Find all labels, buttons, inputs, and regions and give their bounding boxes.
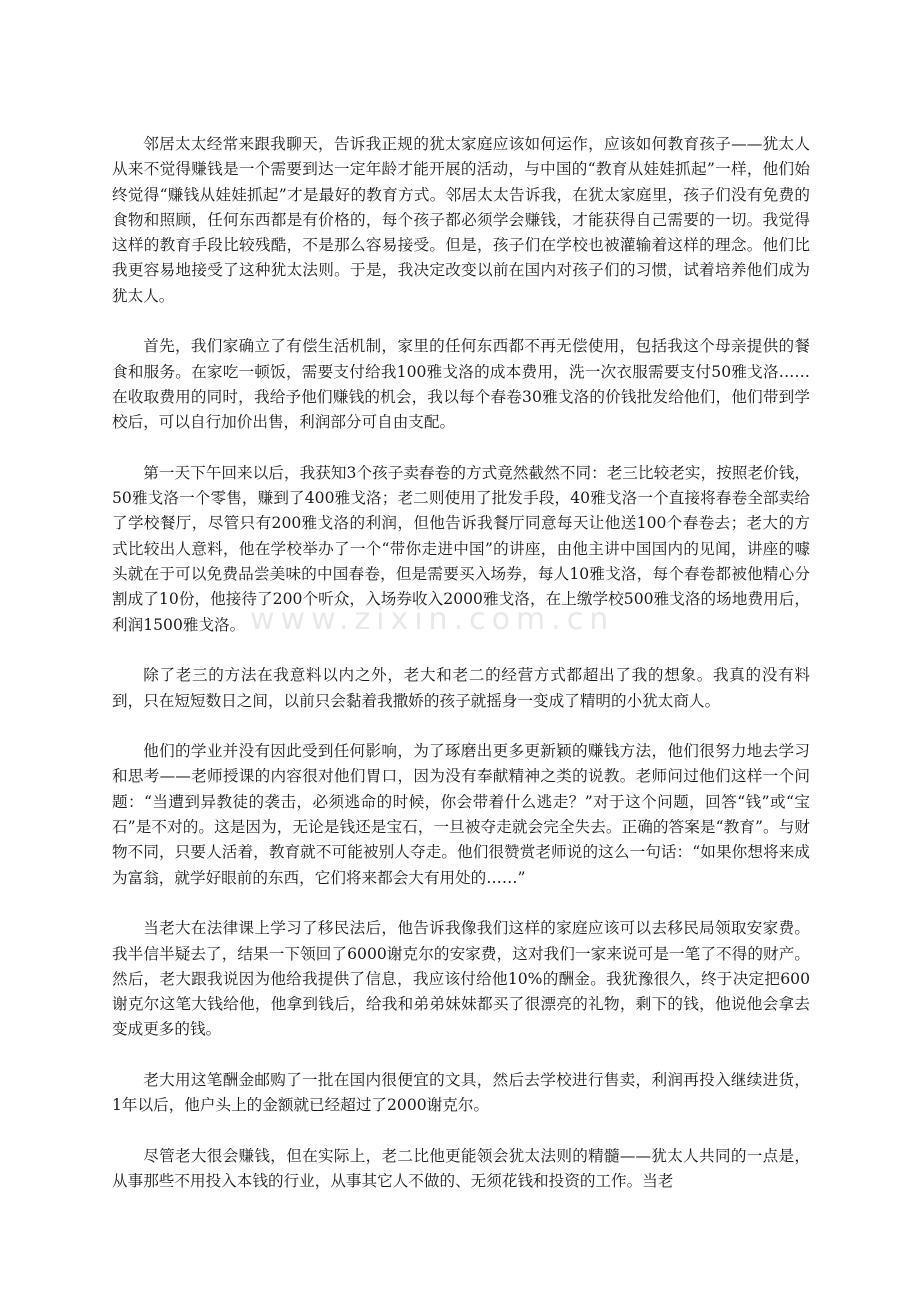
document-body (112, 132, 810, 1220)
paragraph: 当老大在法律课上学习了移民法后，他告诉我像我们这样的家庭应该可以去移民局领取安家费。我半信半疑去了，结果一下领回了6000谢克尔的安家费，这对我们一家来说可是一笔了不得的财产。然后，老大跟我说因为他给我提供了信息，我应该付给他10%的酬金。我犹豫很久，终于决定把600谢克尔这笔大钱给他，他拿到钱后，给我和弟弟妹妹都买了很漂亮的礼物，剩下的钱，他说他会拿去变成更多的钱。 (112, 919, 810, 1039)
watermark: www.zixin.com.cn (250, 602, 615, 637)
paragraph: 除了老三的方法在我意料以内之外，老大和老二的经营方式都超出了我的想象。我真的没有料到，只在短短数日之间，以前只会黏着我撒娇的孩子就摇身一变成了精明的小犹太商人。 (112, 666, 810, 710)
paragraph: 老大用这笔酬金邮购了一批在国内很便宜的文具，然后去学校进行售卖，利润再投入继续进货， 1年以后，他户头上的金额就已经超过了2000谢克尔。 (112, 1070, 810, 1115)
paragraph: 首先，我们家确立了有偿生活机制，家里的任何东西都不再无偿使用，包括我这个母亲提供的餐食和服务。在家吃一顿饭，需要支付给我100雅戈洛的成本费用，洗一次衣服需要支付50雅戈洛……在收取费用的同时，我给予他们赚钱的机会，我以每个春卷30雅戈洛的价钱批发给他们，他们带到学校后，可以自行加价出售，利润部分可自由支配。 (112, 337, 810, 432)
paragraph: 尽管老大很会赚钱，但在实际上，老二比他更能领会犹太法则的精髓——犹太人共同的一点是，从事那些不用投入本钱的行业，从事其它人不做的、无须花钱和投资的工作。当老 (112, 1146, 810, 1191)
paragraph: 第一天下午回来以后，我获知3个孩子卖春卷的方式竟然截然不同：老三比较老实，按照老价钱，50雅戈洛一个零售，赚到了400雅戈洛；老二则使用了批发手段，40雅戈洛一个直接将春卷全部卖给了学校餐厅，尽管只有200雅戈洛的利润，但他告诉我餐厅同意每天让他送100个春卷去；老大的方式比较出人意料，他在学校举办了一个“带你走进中国”的讲座，由他主讲中国国内的见闻，讲座的噱头就在于可以免费品尝美味的中国春卷，但是需要买入场券，每人10雅戈洛，每个春卷都被他精心分割成了10份，他接待了200个听众，入场券收入2000雅戈洛，在上缴学校500雅戈洛的场地费用后，利润1500雅戈洛。 (112, 463, 810, 634)
paragraph: 邻居太太经常来跟我聊天，告诉我正规的犹太家庭应该如何运作，应该如何教育孩子——犹太人从来不觉得赚钱是一个需要到达一定年龄才能开展的活动，与中国的“教育从娃娃抓起”一样，他们始终觉得“赚钱从娃娃抓起”才是最好的教育方式。邻居太太告诉我，在犹太家庭里，孩子们没有免费的食物和照顾，任何东西都是有价格的，每个孩子都必须学会赚钱，才能获得自己需要的一切。我觉得这样的教育手段比较残酷，不是那么容易接受。但是，孩子们在学校也被灌输着这样的理念。他们比我更容易地接受了这种犹太法则。于是，我决定改变以前在国内对孩子们的习惯，试着培养他们成为犹太人。 (112, 135, 810, 305)
paragraph: 他们的学业并没有因此受到任何影响，为了琢磨出更多更新颖的赚钱方法，他们很努力地去学习和思考——老师授课的内容很对他们胃口，因为没有奉献精神之类的说教。老师问过他们这样一个问题：“当遭到异教徒的袭击，必须逃命的时候，你会带着什么逃走？”对于这个问题，回答“钱”或“宝石”是不对的。这是因为，无论是钱还是宝石，一旦被夺走就会完全失去。正确的答案是“教育”。与财物不同，只要人活着，教育就不可能被别人夺走。他们很赞赏老师说的这么一句话：“如果你想将来成为富翁，就学好眼前的东西，它们将来都会大有用处的……” (112, 742, 810, 887)
